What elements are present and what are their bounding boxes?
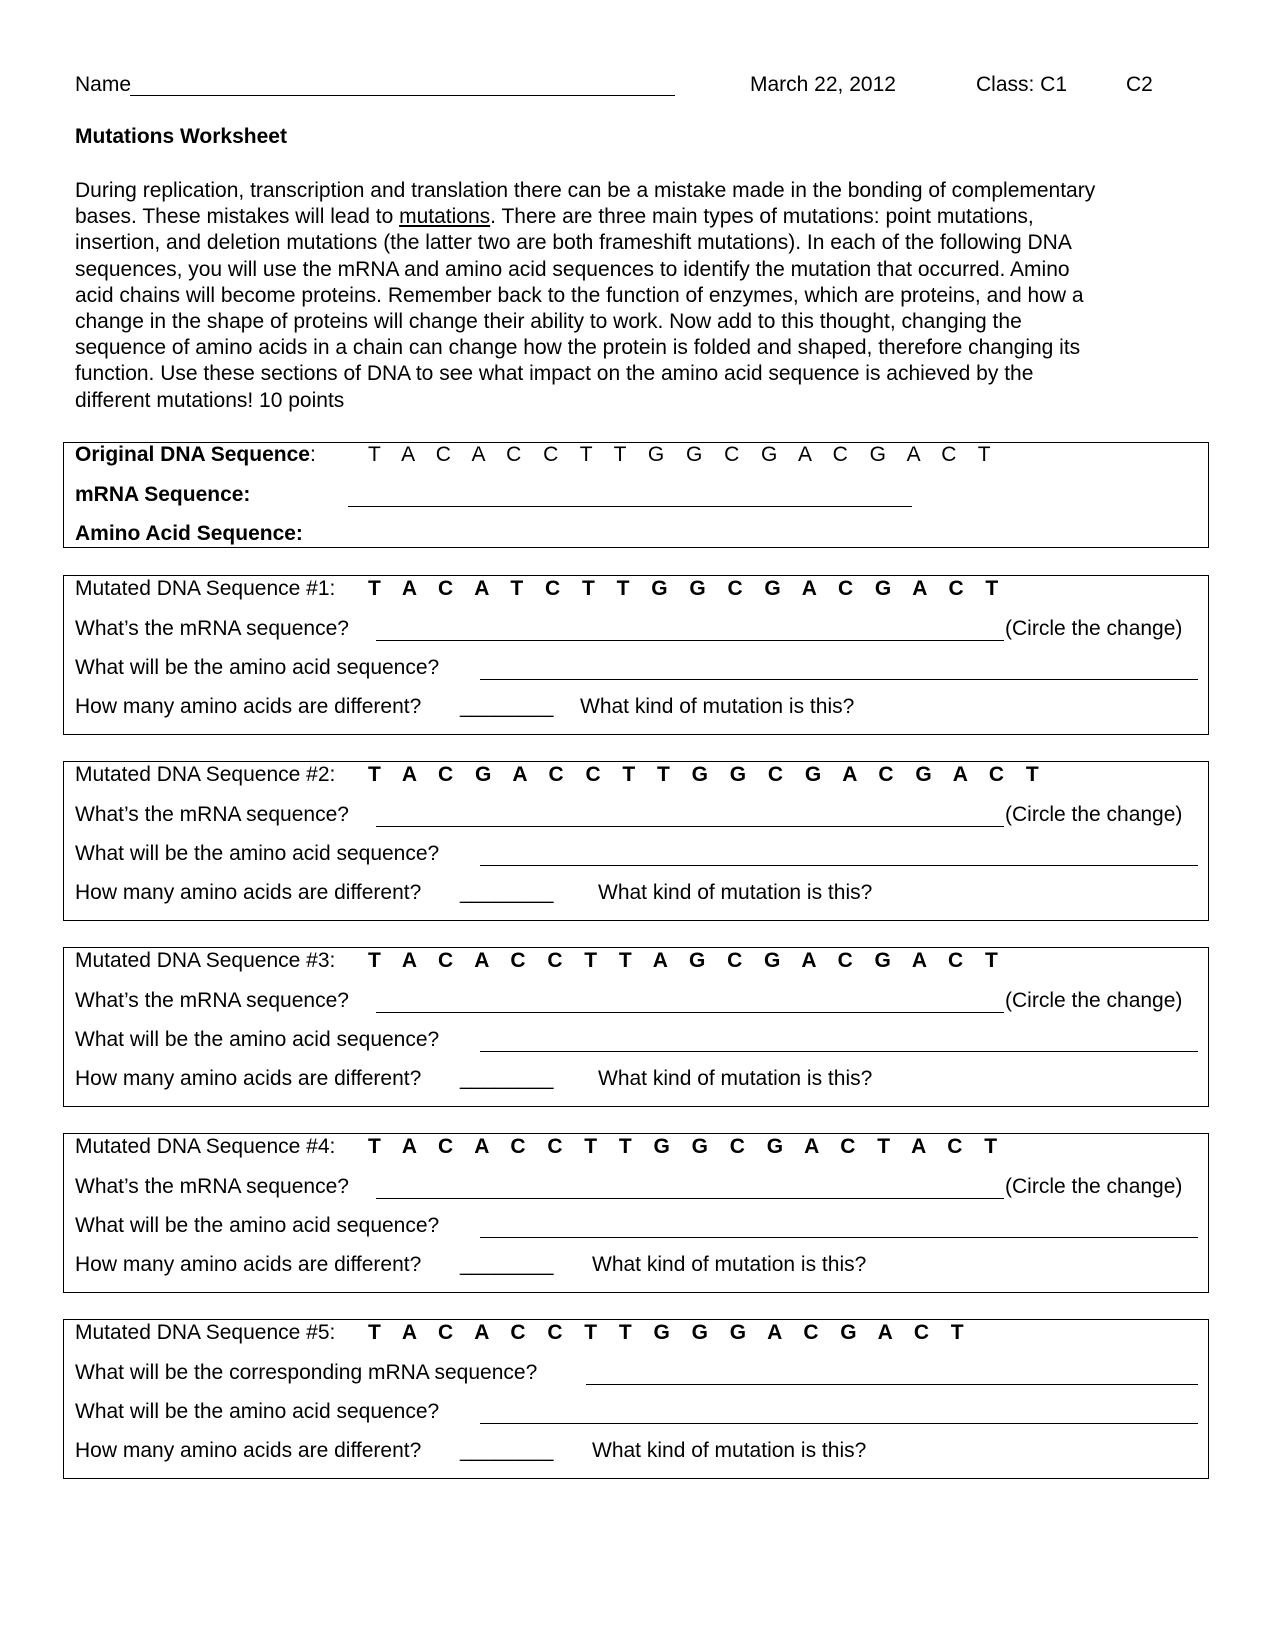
mutation-1-label: Mutated DNA Sequence #1:: [75, 577, 336, 600]
mutation-3-circle-hint: (Circle the change): [1005, 989, 1183, 1012]
mutation-2-circle-hint: (Circle the change): [1005, 803, 1183, 826]
mutation-3-amino-question: What will be the amino acid sequence?: [75, 1028, 440, 1051]
mutation-4-sequence: T A C A C C T T G G C G A C T A C T: [368, 1135, 1006, 1158]
mutation-2-amino-blank[interactable]: [480, 865, 1198, 866]
mutation-4-amino-blank[interactable]: [480, 1237, 1198, 1238]
date-text: March 22, 2012: [750, 73, 896, 96]
intro-text: bases. These mistakes will lead to: [75, 205, 400, 229]
amino-acid-sequence-label: Amino Acid Sequence:: [75, 522, 303, 545]
mutation-3-kind-question: What kind of mutation is this?: [598, 1067, 873, 1090]
name-blank[interactable]: [130, 95, 675, 96]
class-label: Class: C1: [976, 73, 1068, 96]
mutation-4-kind-question: What kind of mutation is this?: [592, 1253, 867, 1276]
mutation-3-count-blank[interactable]: ________: [460, 1067, 554, 1090]
mutation-3-count-question: How many amino acids are different?: [75, 1067, 422, 1090]
intro-line: [75, 204, 1215, 230]
original-dna-label-text: Original DNA Sequence: [75, 443, 310, 466]
mutation-4-count-question: How many amino acids are different?: [75, 1253, 422, 1276]
intro-line: sequence of amino acids in a chain can change how the protein is folded and shaped, therefore changing its: [75, 336, 1081, 360]
mutation-2-amino-question: What will be the amino acid sequence?: [75, 842, 440, 865]
mutation-2-mrna-question: What’s the mRNA sequence?: [75, 803, 349, 826]
mutation-5-amino-question: What will be the amino acid sequence?: [75, 1400, 440, 1423]
mutation-5-kind-question: What kind of mutation is this?: [592, 1439, 867, 1462]
mrna-sequence-blank[interactable]: [348, 506, 912, 507]
mutation-2-count-question: How many amino acids are different?: [75, 881, 422, 904]
mutation-2-sequence: T A C G A C C T T G G C G A C G A C T: [368, 763, 1047, 786]
intro-line: insertion, and deletion mutations (the latter two are both frameshift mutations). In each of the following DNA: [75, 231, 1072, 255]
mutation-3-mrna-blank[interactable]: [376, 1012, 1004, 1013]
mutation-5-mrna-blank[interactable]: [586, 1384, 1198, 1385]
mutation-1-amino-blank[interactable]: [480, 679, 1198, 680]
mutation-4-label: Mutated DNA Sequence #4:: [75, 1135, 336, 1158]
mutation-1-amino-question: What will be the amino acid sequence?: [75, 656, 440, 679]
intro-line: During replication, transcription and translation there can be a mistake made in the bonding of complementary: [75, 179, 1096, 202]
original-dna-label: [75, 443, 316, 467]
name-label: Name: [75, 73, 132, 96]
mutation-4-circle-hint: (Circle the change): [1005, 1175, 1183, 1198]
mutation-1-sequence: T A C A T C T T G G C G A C G A C T: [368, 577, 1007, 600]
mutation-2-label: Mutated DNA Sequence #2:: [75, 763, 336, 786]
mrna-sequence-label: mRNA Sequence:: [75, 483, 251, 506]
intro-line: sequences, you will use the mRNA and amino acid sequences to identify the mutation that occurred. Amino: [75, 257, 1070, 281]
mutation-3-amino-blank[interactable]: [480, 1051, 1198, 1052]
intro-line: acid chains will become proteins. Remember back to the function of enzymes, which are proteins, and how a: [75, 283, 1084, 307]
mutation-1-mrna-question: What’s the mRNA sequence?: [75, 617, 349, 640]
mutation-3-sequence: T A C A C C T T A G C G A C G A C T: [368, 949, 1006, 972]
mutation-1-mrna-blank[interactable]: [376, 640, 1004, 641]
mutation-5-mrna-question: What will be the corresponding mRNA sequence?: [75, 1361, 538, 1384]
mutation-2-kind-question: What kind of mutation is this?: [598, 881, 873, 904]
mutation-4-mrna-question: What’s the mRNA sequence?: [75, 1175, 349, 1198]
intro-paragraph: [75, 178, 1215, 414]
intro-text: . There are three main types of mutations: point mutations,: [490, 205, 1034, 229]
mutation-2-mrna-blank[interactable]: [376, 826, 1004, 827]
original-dna-colon: :: [309, 443, 316, 466]
mutation-5-sequence: T A C A C C T T G G G A C G A C T: [368, 1321, 972, 1344]
intro-line: different mutations! 10 points: [75, 388, 345, 412]
mutation-3-mrna-question: What’s the mRNA sequence?: [75, 989, 349, 1012]
intro-line: function. Use these sections of DNA to see what impact on the amino acid sequence is achieved by the: [75, 362, 1034, 386]
mutation-3-label: Mutated DNA Sequence #3:: [75, 949, 336, 972]
mutation-1-circle-hint: (Circle the change): [1005, 617, 1183, 640]
worksheet-title: Mutations Worksheet: [75, 125, 287, 148]
mutation-4-count-blank[interactable]: ________: [460, 1253, 554, 1276]
mutation-1-count-question: How many amino acids are different?: [75, 695, 422, 718]
mutation-5-amino-blank[interactable]: [480, 1423, 1198, 1424]
mutation-4-mrna-blank[interactable]: [376, 1198, 1004, 1199]
mutation-5-count-question: How many amino acids are different?: [75, 1439, 422, 1462]
original-dna-sequence: T A C A C C T T G G C G A C G A C T: [368, 443, 999, 466]
mutation-1-kind-question: What kind of mutation is this?: [580, 695, 855, 718]
mutation-1-count-blank[interactable]: ________: [460, 695, 554, 718]
mutation-5-count-blank[interactable]: ________: [460, 1439, 554, 1462]
intro-line: change in the shape of proteins will change their ability to work. Now add to this thought, changing the: [75, 310, 1022, 334]
mutation-4-amino-question: What will be the amino acid sequence?: [75, 1214, 440, 1237]
mutation-5-label: Mutated DNA Sequence #5:: [75, 1321, 336, 1344]
mutation-2-count-blank[interactable]: ________: [460, 881, 554, 904]
class-option-c2: C2: [1126, 73, 1153, 96]
mutations-term: mutations: [399, 205, 491, 229]
